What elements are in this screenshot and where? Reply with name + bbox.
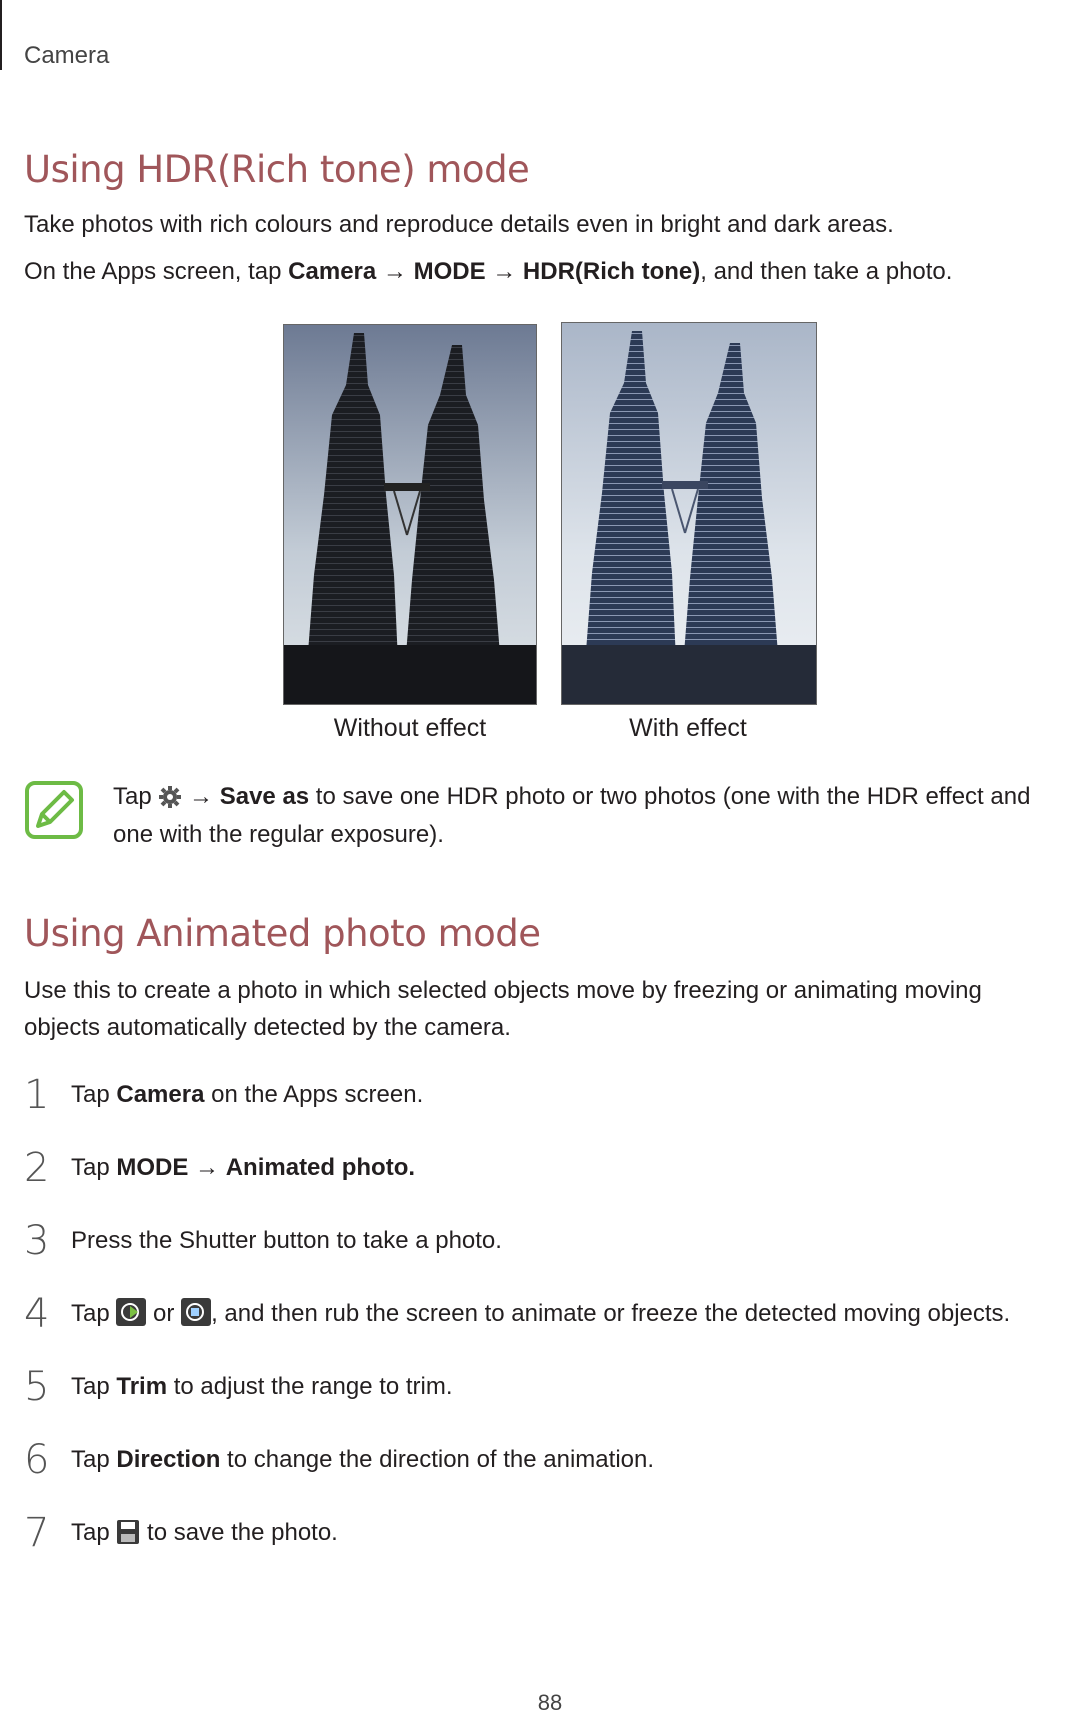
animated-description-line2: objects automatically detected by the camera.	[24, 1014, 511, 1041]
animate-icon	[116, 1298, 146, 1326]
towers-hdr-image	[562, 323, 816, 704]
note-pencil-icon	[24, 780, 84, 840]
freeze-icon	[181, 1298, 211, 1326]
hdr-description: Take photos with rich colours and reproduce details even in bright and dark areas.	[24, 211, 894, 238]
photo-without-effect	[283, 324, 537, 705]
note-text-line2: one with the regular exposure).	[113, 821, 444, 848]
hdr-path: On the Apps screen, tap Camera → MODE → HDR(Rich tone), and then take a photo.	[24, 258, 953, 285]
header-title: Camera	[24, 42, 110, 69]
page-number: 88	[537, 1690, 563, 1715]
header-rule	[0, 0, 2, 70]
save-icon	[116, 1519, 140, 1545]
caption-without-effect: Without effect	[333, 714, 487, 742]
note-text: Tap → Save as to save one HDR photo or two photos (one with the HDR effect and	[113, 783, 1031, 810]
photo-with-effect	[561, 322, 817, 705]
caption-with-effect: With effect	[629, 714, 747, 742]
gear-icon	[158, 785, 182, 809]
animated-heading: Using Animated photo mode	[24, 912, 541, 955]
animated-description-line1: Use this to create a photo in which selected objects move by freezing or animating moving	[24, 977, 982, 1004]
hdr-heading: Using HDR(Rich tone) mode	[24, 148, 530, 191]
towers-dark-image	[284, 325, 536, 704]
